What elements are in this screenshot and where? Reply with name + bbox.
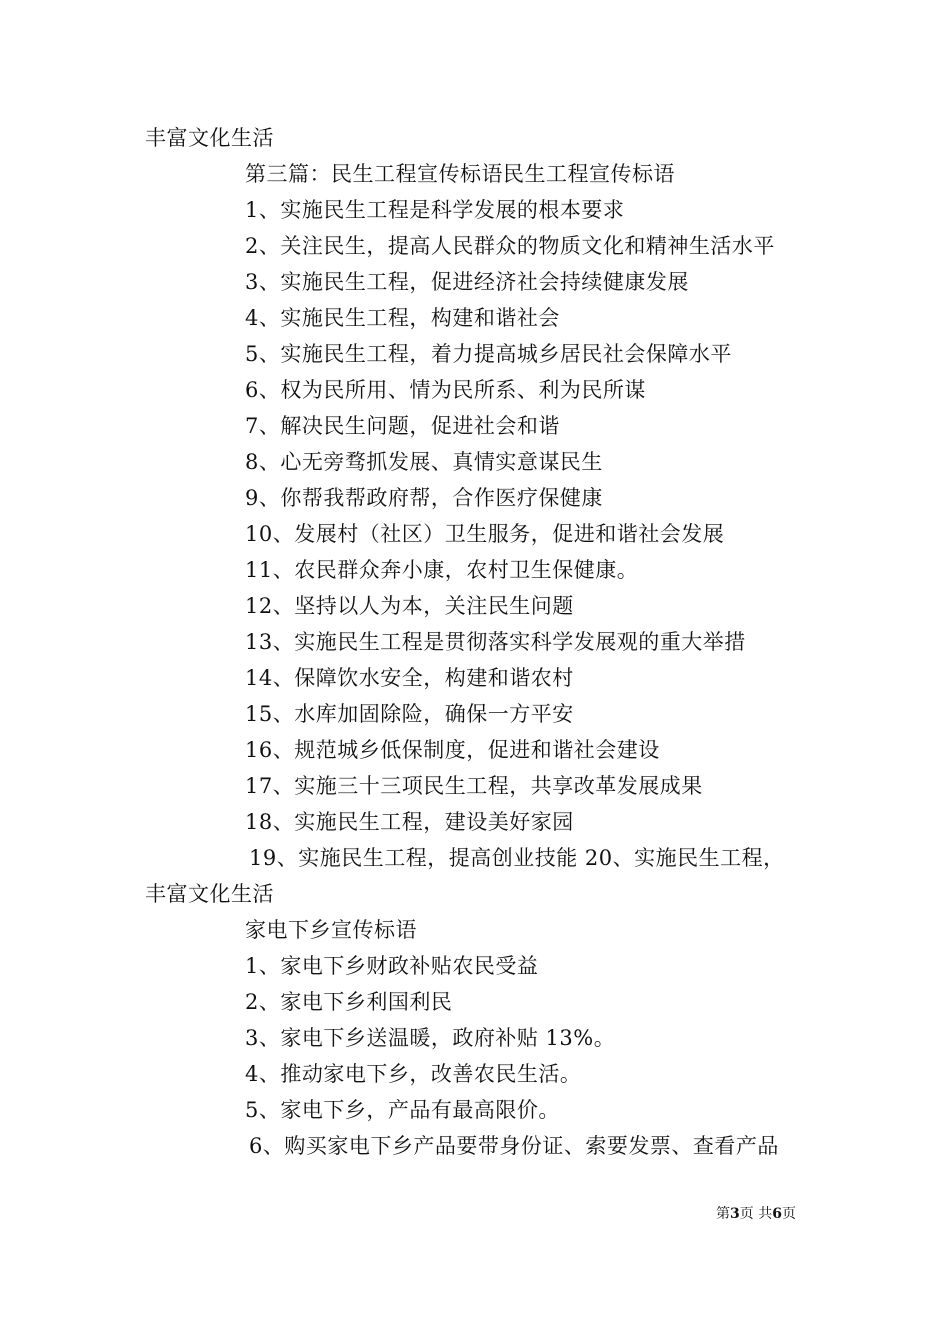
list-item: 1、家电下乡财政补贴农民受益 (245, 954, 539, 978)
list-item: 3、家电下乡送温暖，政府补贴 13%。 (245, 1026, 616, 1050)
list-item: 6、购买家电下乡产品要带身份证、索要发票、查看产品 (249, 1134, 779, 1158)
list-item: 5、家电下乡，产品有最高限价。 (245, 1098, 560, 1122)
list-item: 8、心无旁骛抓发展、真情实意谋民生 (245, 450, 603, 474)
footer-suffix: 页 (781, 1206, 796, 1222)
list-item: 3、实施民生工程，促进经济社会持续健康发展 (245, 270, 689, 294)
list-item: 12、坚持以人为本，关注民生问题 (245, 594, 574, 618)
section-title: 家电下乡宣传标语 (245, 918, 417, 942)
list-item: 17、实施三十三项民生工程，共享改革发展成果 (245, 774, 703, 798)
section-title: 第三篇：民生工程宣传标语民生工程宣传标语 (245, 162, 675, 186)
list-item: 10、发展村（社区）卫生服务，促进和谐社会发展 (245, 522, 725, 546)
footer-prefix: 第 (716, 1206, 730, 1222)
list-item: 4、推动家电下乡，改善农民生活。 (245, 1062, 582, 1086)
list-item: 15、水库加固除险，确保一方平安 (245, 702, 574, 726)
list-item: 4、实施民生工程，构建和谐社会 (245, 306, 560, 330)
list-item-wrap: 丰富文化生活 (145, 882, 274, 906)
list-item: 1、实施民生工程是科学发展的根本要求 (245, 198, 625, 222)
continuation-text: 丰富文化生活 (145, 126, 274, 150)
list-item: 16、规范城乡低保制度，促进和谐社会建设 (245, 738, 660, 762)
list-item: 19、实施民生工程，提高创业技能 20、实施民生工程， (249, 846, 785, 870)
list-item: 9、你帮我帮政府帮，合作医疗保健康 (245, 486, 603, 510)
total-pages-number: 6 (772, 1206, 782, 1222)
list-item: 2、家电下乡利国利民 (245, 990, 453, 1014)
list-item: 5、实施民生工程，着力提高城乡居民社会保障水平 (245, 342, 732, 366)
list-item: 2、关注民生，提高人民群众的物质文化和精神生活水平 (245, 234, 775, 258)
footer-middle: 页 共 (739, 1206, 773, 1222)
page-footer (716, 1204, 796, 1224)
list-item: 11、农民群众奔小康，农村卫生保健康。 (245, 558, 639, 582)
list-item: 18、实施民生工程，建设美好家园 (245, 810, 574, 834)
list-item: 14、保障饮水安全，构建和谐农村 (245, 666, 574, 690)
current-page-number: 3 (730, 1206, 740, 1222)
list-item: 7、解决民生问题，促进社会和谐 (245, 414, 560, 438)
list-item: 6、权为民所用、情为民所系、利为民所谋 (245, 378, 646, 402)
list-item: 13、实施民生工程是贯彻落实科学发展观的重大举措 (245, 630, 746, 654)
